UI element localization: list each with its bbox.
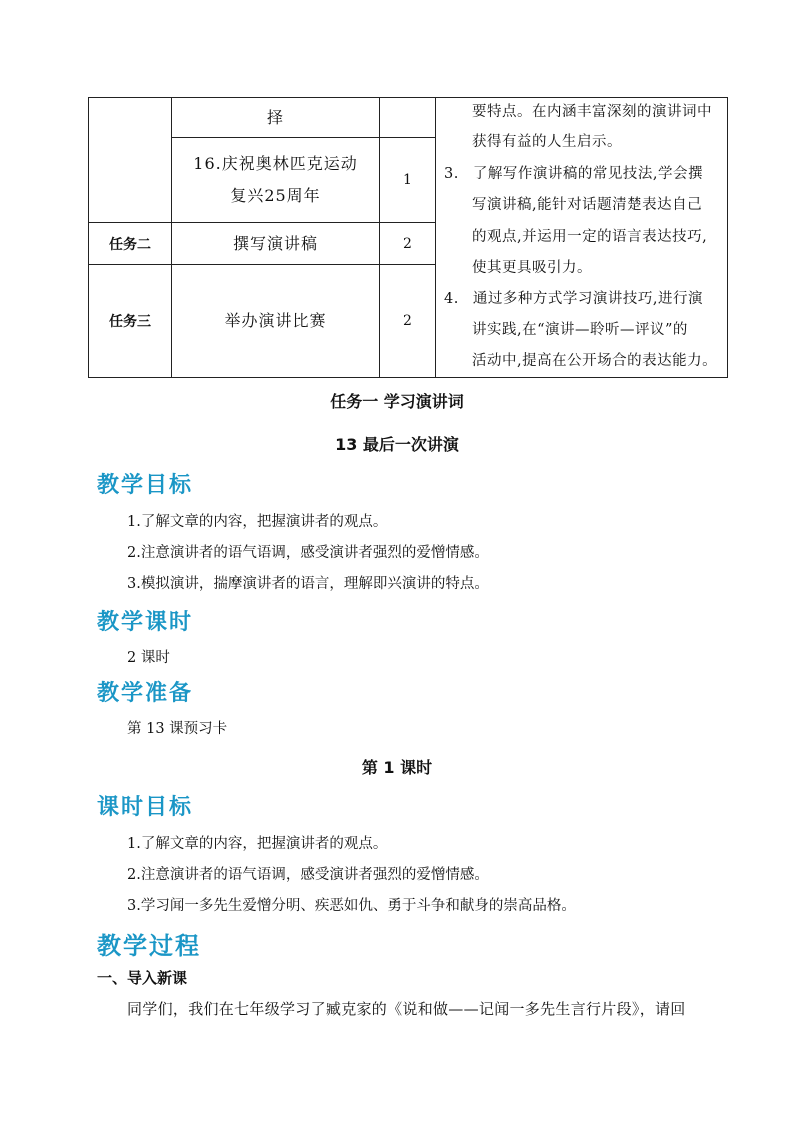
table-cell-hours xyxy=(380,223,435,264)
goal-line: 使其更具吸引力。 xyxy=(472,260,592,276)
goal-line: 的观点,并运用一定的语言表达技巧, xyxy=(472,229,708,245)
lesson-text: 择 xyxy=(266,107,284,127)
teaching-goal-item: 1.了解文章的内容，把握演讲者的观点。 xyxy=(127,514,388,530)
teaching-hours-heading: 教学课时 xyxy=(97,610,194,635)
goal-line: 讲实践,在“演讲—聆听—评议”的 xyxy=(472,322,688,338)
goal-line: 4. 通过多种方式学习演讲技巧,进行演 xyxy=(444,291,703,307)
lesson-text-line: 16.庆祝奥林匹克运动 xyxy=(193,154,358,173)
teaching-goal-item: 2.注意演讲者的语气语调，感受演讲者强烈的爱憎情感。 xyxy=(127,545,489,561)
table-cell-task xyxy=(89,265,171,377)
lesson-plan-table xyxy=(88,97,728,378)
teaching-prep-text: 第 13 课预习卡 xyxy=(127,721,228,737)
goal-number: 3. xyxy=(444,166,459,182)
table-cell-lesson xyxy=(172,223,379,264)
teaching-process-heading: 教学过程 xyxy=(97,932,201,960)
lesson-text: 撰写演讲稿 xyxy=(232,233,318,253)
period-goal-item: 3.学习闻一多先生爱憎分明、疾恶如仇、勇于斗争和献身的崇高品格。 xyxy=(127,898,576,914)
lesson-title: 13 最后一次讲演 xyxy=(335,435,459,454)
table-col-divider-3 xyxy=(435,97,436,378)
hours-value: 1 xyxy=(403,172,412,188)
task-label: 任务二 xyxy=(109,236,151,253)
teaching-prep-heading: 教学准备 xyxy=(97,681,194,706)
table-cell-lesson xyxy=(172,265,379,377)
hours-value: 2 xyxy=(403,313,412,329)
task-title: 任务一 学习演讲词 xyxy=(330,392,464,411)
table-cell-lesson xyxy=(172,98,379,137)
goal-line: 获得有益的人生启示。 xyxy=(472,134,622,150)
goal-number: 4. xyxy=(444,291,459,307)
teaching-goal-item: 3.模拟演讲，揣摩演讲者的语言，理解即兴演讲的特点。 xyxy=(127,576,489,592)
process-paragraph: 同学们，我们在七年级学习了臧克家的《说和做——记闻一多先生言行片段》，请回 xyxy=(127,1000,686,1018)
period-goals-heading: 课时目标 xyxy=(97,795,194,820)
table-cell-lesson xyxy=(172,138,379,222)
period-goal-item: 2.注意演讲者的语气语调，感受演讲者强烈的爱憎情感。 xyxy=(127,867,489,883)
hours-value: 2 xyxy=(403,235,412,252)
lesson-text: 举办演讲比赛 xyxy=(224,311,327,330)
goal-line: 要特点。在内涵丰富深刻的演讲词中 xyxy=(472,104,712,120)
task-label: 任务三 xyxy=(109,314,151,330)
lesson-text-line: 复兴25周年 xyxy=(230,186,321,205)
period-goal-item: 1.了解文章的内容，把握演讲者的观点。 xyxy=(127,836,388,852)
goal-line: 活动中,提高在公开场合的表达能力。 xyxy=(472,353,718,369)
table-cell-hours xyxy=(380,138,435,222)
period-title: 第 1 课时 xyxy=(361,758,433,777)
table-cell-task xyxy=(89,223,171,264)
teaching-goals-heading: 教学目标 xyxy=(97,473,194,498)
goal-line: 写演讲稿,能针对话题清楚表达自己 xyxy=(472,197,703,213)
table-cell-hours xyxy=(380,265,435,377)
process-subheading: 一、导入新课 xyxy=(97,969,188,987)
goal-line: 3. 了解写作演讲稿的常见技法,学会撰 xyxy=(444,166,703,182)
table-border-right xyxy=(727,97,728,378)
teaching-hours-text: 2 课时 xyxy=(127,650,170,666)
